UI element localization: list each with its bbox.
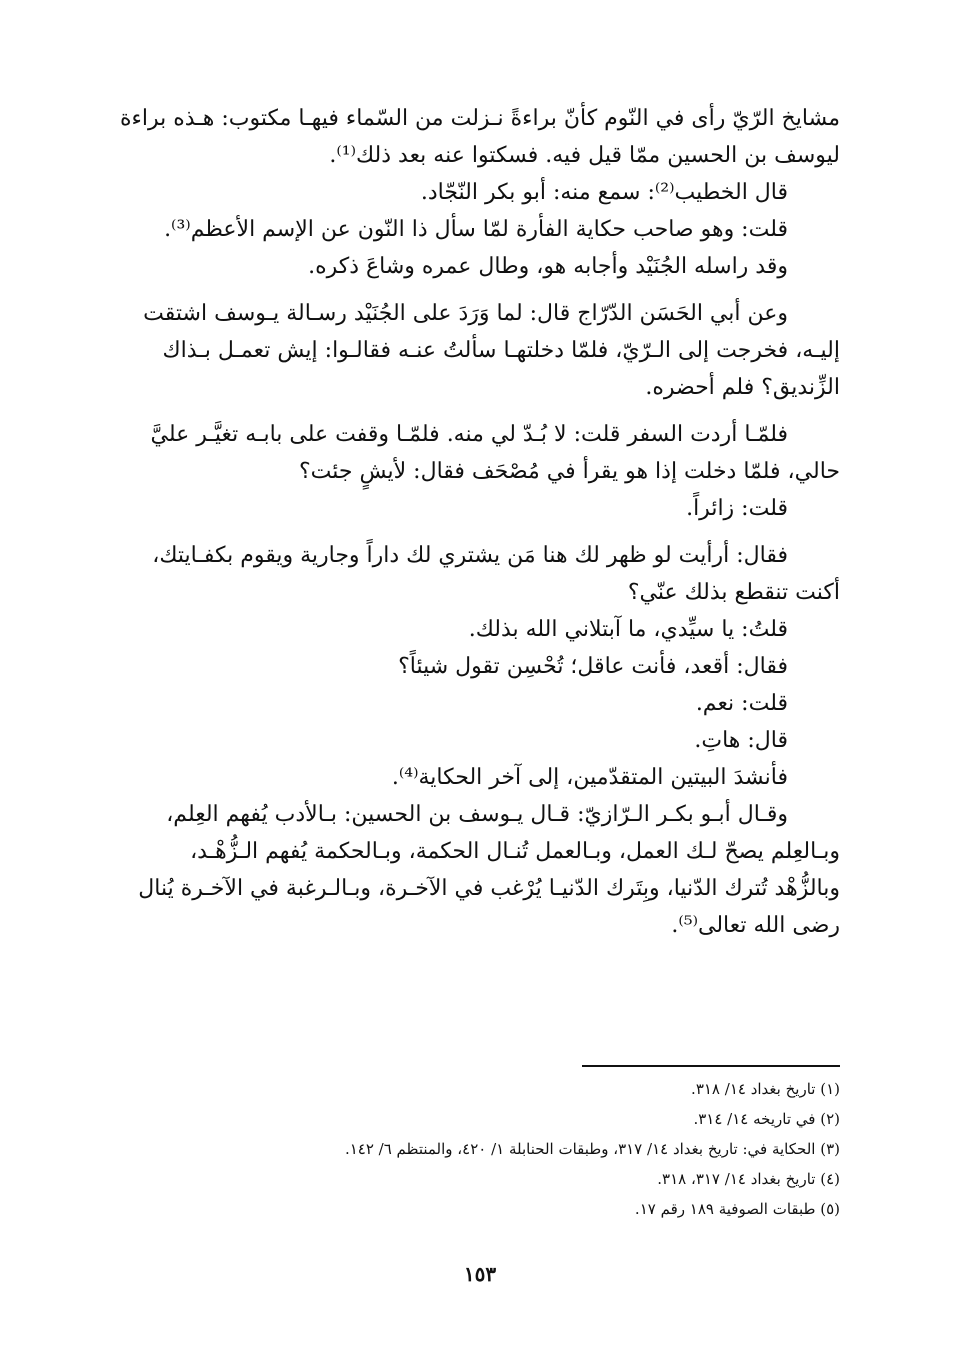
text-line: فقال: أقعد، فأنت عاقل؛ تُحْسِن تقول شيئاً؟ (398, 654, 788, 679)
text-line: أكنت تنقطع بذلك عنّي؟ (627, 580, 840, 605)
text-line: قلت: نعم. (695, 691, 788, 716)
text-line: رضى الله تعالى⁽⁵⁾. (671, 913, 840, 938)
footnote-4: (٤) تاريخ بغداد ١٤/ ٣١٧، ٣١٨. (657, 1170, 840, 1188)
footnotes (150, 1074, 840, 1224)
text-line: حالي، فلمّا دخلت إذا هو يقرأ في مُصْحَف فقال: لأيشٍ جئت؟ (298, 459, 840, 484)
footnote-5: (٥) طبقات الصوفية ١٨٩ رقم ١٧. (634, 1200, 840, 1218)
text-line: قلتُ: يا سيِّدي، ما آبتلاني الله بذلك. (468, 617, 788, 642)
text-line: قال: هاتِ. (694, 728, 788, 753)
footnote-2: (٢) في تاريخه ١٤/ ٣١٤. (693, 1110, 840, 1128)
text-line: فلمّـا أردت السفر قلت: لا بُـدّ لي منه. فلمّـا وقفت على بابـه تغيَّـر عليَّ (150, 422, 788, 447)
text-line: قلت: زائراً. (686, 496, 788, 521)
text-line: وقـال أبـو بكـر الـرّازيّ: قـال يـوسف بن الحسين: بـالأدب يُفهم العِلم، (166, 802, 788, 827)
text-line: وعن أبي الحَسَن الدّرّاج قال: لما وَرَدَ على الجُنَيْد رسـالة يـوسف اشتقت (143, 301, 788, 326)
text-line: قلت: وهو صاحب حكاية الفأرة لمّا سأل ذا النّون عن الإسم الأعظم⁽³⁾. (164, 217, 788, 242)
text-line: قال الخطيب⁽²⁾: سمع منه: أبو بكر النّجّاد. (420, 180, 788, 205)
text-line: مشايخ الرّيّ رأى في النّوم كأنّ براءةً نـزلت من السّماء فيهـا مكتوب: هـذه براءة (120, 106, 840, 131)
text-line: فأنشدَ البيتين المتقدّمين، إلى آخر الحكاية⁽⁴⁾. (391, 765, 788, 790)
text-line: الزِّنديق؟ فلم أحضره. (645, 375, 840, 400)
body-text (118, 100, 840, 944)
text-line: ليوسف بن الحسين ممّا قيل فيه. فسكتوا عنه بعد ذلك⁽¹⁾. (329, 143, 840, 168)
page-number: ١٥٣ (463, 1262, 497, 1286)
footnote-3: (٣) الحكاية في: تاريخ بغداد ١٤/ ٣١٧، وطبقات الحنابلة ١/ ٤٢٠، والمنتظم ٦/ ١٤٢. (344, 1140, 840, 1158)
text-line: إليـه، فخرجت إلى الـرّيّ، فلمّا دخلتهـا سألتُ عنـه فقالـوا: إيش تعمـل بـذاك (162, 338, 840, 363)
text-line: فقال: أرأيت لو ظهر لك هنا مَن يشتري لك داراً وجارية ويقوم بكفـايتك، (152, 543, 788, 568)
text-line: وقد راسله الجُنَيْد وأجابه هو، وطال عمره وشاعَ ذكره. (308, 254, 788, 279)
footnote-separator (582, 1065, 840, 1067)
footnote-1: (١) تاريخ بغداد ١٤/ ٣١٨. (691, 1080, 840, 1098)
text-line: وبـالعِلم يصحّ لـك العمل، وبـالعمل تُنـال الحكمة، وبـالحكمة يُفهم الـزُّهْـد، (190, 839, 840, 864)
text-line: وبالزُّهْد تُترك الدّنيا، وبِتَرك الدّنيـا يُرْغب في الآخـرة، وبـالـرغبة في الآخـرة يُنال (138, 876, 840, 901)
